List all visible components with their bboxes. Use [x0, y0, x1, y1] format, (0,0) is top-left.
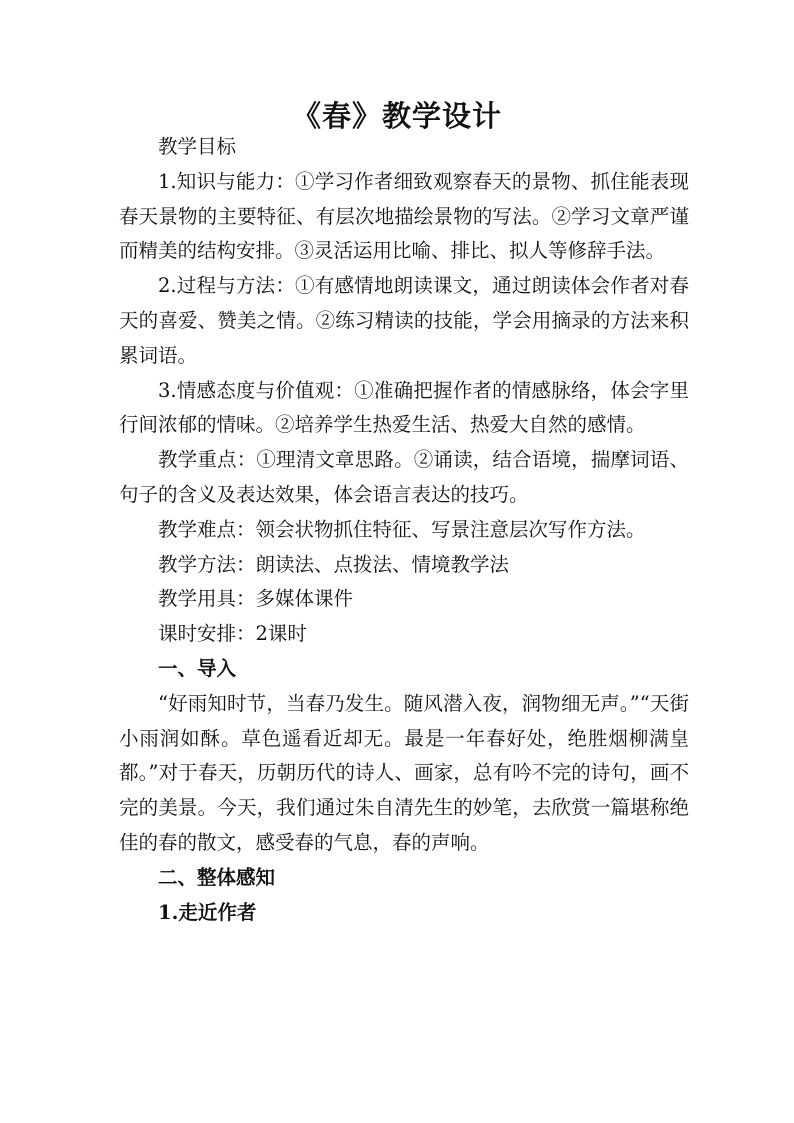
objective-knowledge: 1.知识与能力：①学习作者细致观察春天的景物、抓住能表现春天景物的主要特征、有层次地描绘景物的写法。②学习文章严谨而精美的结构安排。③灵活运用比喻、排比、拟人等修辞手法。 [119, 169, 689, 263]
objectives-heading: 教学目标 [158, 135, 237, 158]
intro-paragraph: “好雨知时节，当春乃发生。随风潜入夜，润物细无声。”“天街小雨润如酥。草色遥看近却无。最是一年春好处，绝胜烟柳满皇都。”对于春天，历朝历代的诗人、画家，总有吟不完的诗句，画不完的美景。今天，我们通过朱自清先生的妙笔，去欣赏一篇堪称绝佳的春的散文，感受春的气息，春的声响。 [119, 691, 689, 854]
section-heading-intro: 一、导入 [158, 656, 237, 680]
class-schedule: 课时安排：2课时 [158, 622, 307, 646]
key-points: 教学重点：①理清文章思路。②诵读，结合语境，揣摩词语、句子的含义及表达效果，体会语言表达的技巧。 [119, 448, 689, 506]
teaching-tools: 教学用具：多媒体课件 [158, 587, 354, 611]
document-title: 《春》教学设计 [291, 99, 502, 133]
objective-process: 2.过程与方法：①有感情地朗读课文，通过朗读体会作者对春天的喜爱、赞美之情。②练习精读的技能，学会用摘录的方法来积累词语。 [119, 274, 689, 367]
section-heading-overview: 二、整体感知 [158, 865, 276, 889]
difficulty: 教学难点：领会状物抓住特征、写景注意层次写作方法。 [158, 517, 646, 541]
teaching-methods: 教学方法：朗读法、点拨法、情境教学法 [158, 552, 510, 576]
document-body [119, 130, 689, 930]
objective-emotion: 3.情感态度与价值观：①准确把握作者的情感脉络，体会字里行间浓郁的情味。②培养学生热爱生活、热爱大自然的感情。 [119, 378, 689, 437]
subsection-heading-author: 1.走近作者 [158, 900, 257, 924]
